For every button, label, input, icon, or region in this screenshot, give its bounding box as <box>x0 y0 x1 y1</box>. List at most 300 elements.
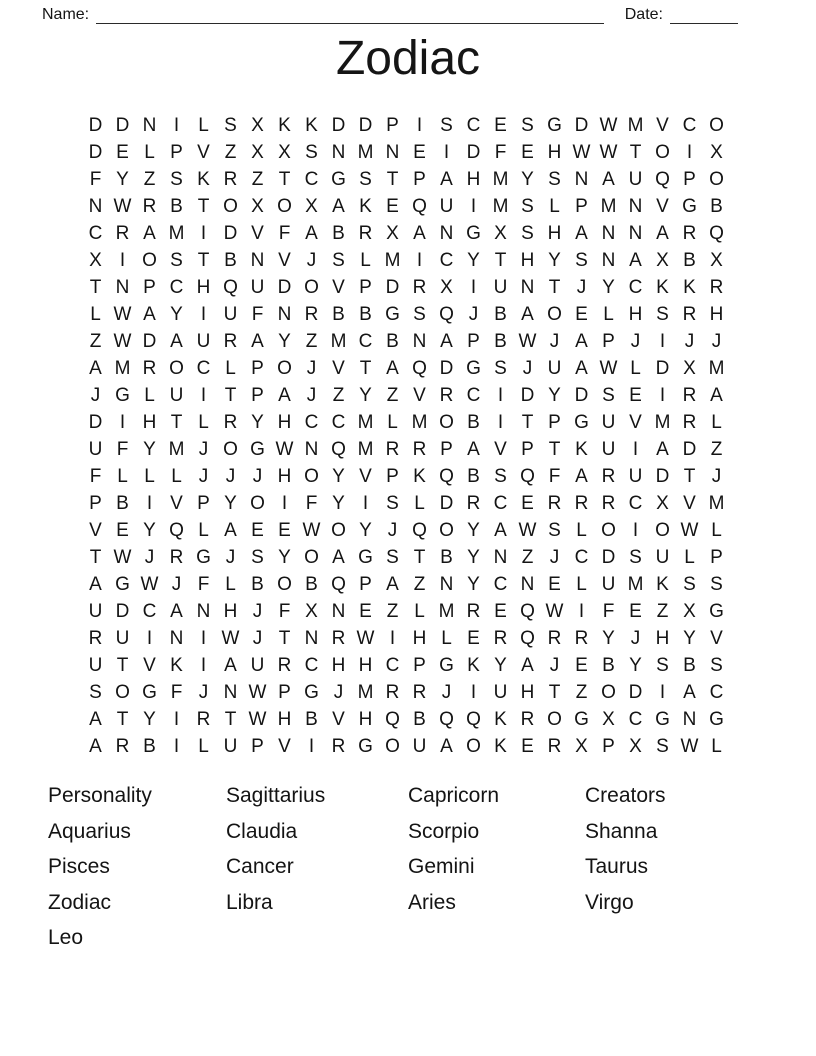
grid-cell: E <box>575 303 588 325</box>
grid-cell: N <box>196 600 211 622</box>
grid-cell: T <box>521 411 534 433</box>
grid-cell: I <box>470 276 477 298</box>
grid-cell: E <box>494 114 507 136</box>
grid-cell: J <box>630 627 641 649</box>
grid-cell: A <box>224 654 237 676</box>
grid-cell: A <box>386 357 399 379</box>
grid-cell: P <box>251 357 264 379</box>
grid-cell: R <box>466 492 481 514</box>
grid-cell: Z <box>575 681 588 703</box>
grid-cell: D <box>277 276 292 298</box>
grid-cell: W <box>572 141 591 163</box>
grid-cell: V <box>89 519 102 541</box>
grid-cell: A <box>332 546 345 568</box>
grid-cell: T <box>89 276 102 298</box>
grid-cell: O <box>250 492 265 514</box>
grid-cell: H <box>709 303 724 325</box>
grid-cell: E <box>278 519 291 541</box>
grid-cell: P <box>89 492 102 514</box>
word-item: Zodiac <box>48 890 112 914</box>
grid-cell: G <box>304 681 319 703</box>
word-column <box>48 778 226 956</box>
grid-cell: Y <box>467 519 480 541</box>
grid-cell: O <box>277 573 292 595</box>
word-item: Gemini <box>408 855 475 879</box>
grid-cell: V <box>332 276 345 298</box>
grid-cell: A <box>386 573 399 595</box>
grid-cell: F <box>278 600 291 622</box>
grid-cell: Q <box>223 276 238 298</box>
grid-cell: U <box>628 465 643 487</box>
grid-cell: A <box>170 330 183 352</box>
grid-cell: I <box>119 249 126 271</box>
grid-cell: L <box>414 600 425 622</box>
header <box>42 6 738 24</box>
grid-cell: O <box>709 168 724 190</box>
grid-cell: B <box>170 195 183 217</box>
grid-cell: H <box>655 627 670 649</box>
grid-cell: G <box>250 438 265 460</box>
grid-cell: R <box>547 735 562 757</box>
letter-grid <box>82 112 730 760</box>
grid-cell: S <box>440 114 453 136</box>
grid-cell: F <box>251 303 264 325</box>
grid-cell: C <box>196 357 211 379</box>
date-blank-line <box>670 8 738 24</box>
grid-cell: A <box>440 168 453 190</box>
grid-cell: N <box>574 168 589 190</box>
name-blank-line <box>96 8 604 24</box>
grid-cell: L <box>117 465 128 487</box>
grid-cell: B <box>494 330 507 352</box>
grid-cell: L <box>144 384 155 406</box>
grid-cell: R <box>547 492 562 514</box>
grid-cell: M <box>330 330 347 352</box>
grid-cell: Y <box>602 627 615 649</box>
grid-cell: I <box>389 627 396 649</box>
grid-cell: O <box>547 303 562 325</box>
grid-cell: Q <box>385 708 400 730</box>
grid-cell: D <box>115 114 130 136</box>
grid-cell: Q <box>520 600 535 622</box>
grid-cell: F <box>89 465 102 487</box>
grid-cell: U <box>547 357 562 379</box>
grid-cell: G <box>466 222 481 244</box>
grid-cell: A <box>575 330 588 352</box>
grid-cell: G <box>142 681 157 703</box>
grid-cell: H <box>412 627 427 649</box>
grid-cell: W <box>599 114 618 136</box>
grid-cell: N <box>520 276 535 298</box>
grid-cell: Y <box>494 654 507 676</box>
grid-cell: K <box>494 735 507 757</box>
grid-cell: G <box>115 384 130 406</box>
grid-cell: I <box>173 708 180 730</box>
grid-cell: P <box>602 330 615 352</box>
grid-cell: D <box>628 681 643 703</box>
grid-cell: N <box>628 195 643 217</box>
grid-cell: B <box>683 249 696 271</box>
grid-cell: T <box>89 546 102 568</box>
grid-cell: D <box>655 357 670 379</box>
grid-cell: R <box>196 708 211 730</box>
grid-cell: J <box>522 357 533 379</box>
grid-cell: J <box>144 546 155 568</box>
grid-cell: D <box>574 114 589 136</box>
grid-cell: Y <box>683 627 696 649</box>
grid-cell: Z <box>332 384 345 406</box>
grid-cell: R <box>169 546 184 568</box>
grid-cell: R <box>574 492 589 514</box>
grid-cell: M <box>492 195 509 217</box>
grid-cell: T <box>548 438 561 460</box>
grid-cell: H <box>520 249 535 271</box>
grid-cell: K <box>683 276 696 298</box>
grid-cell: S <box>359 168 372 190</box>
word-list <box>48 778 796 956</box>
grid-cell: B <box>224 249 237 271</box>
word-item: Virgo <box>585 890 634 914</box>
grid-cell: L <box>711 735 722 757</box>
grid-cell: S <box>332 249 345 271</box>
word-item: Personality <box>48 784 152 807</box>
grid-cell: W <box>248 681 267 703</box>
grid-cell: U <box>223 735 238 757</box>
grid-cell: A <box>440 330 453 352</box>
grid-cell: J <box>306 249 317 271</box>
grid-cell: L <box>684 546 695 568</box>
grid-cell: G <box>385 303 400 325</box>
grid-cell: C <box>493 573 508 595</box>
grid-cell: U <box>169 384 184 406</box>
grid-cell: H <box>277 411 292 433</box>
grid-cell: B <box>305 708 318 730</box>
grid-cell: P <box>575 195 588 217</box>
grid-cell: M <box>708 357 725 379</box>
grid-cell: I <box>200 303 207 325</box>
grid-cell: O <box>655 519 670 541</box>
grid-cell: L <box>711 411 722 433</box>
grid-cell: Y <box>629 654 642 676</box>
grid-cell: Z <box>386 384 399 406</box>
grid-cell: U <box>223 303 238 325</box>
grid-cell: F <box>170 681 183 703</box>
grid-cell: O <box>223 195 238 217</box>
grid-cell: O <box>304 276 319 298</box>
grid-cell: C <box>88 222 103 244</box>
grid-cell: O <box>439 411 454 433</box>
grid-cell: Y <box>602 276 615 298</box>
grid-cell: E <box>251 519 264 541</box>
grid-cell: P <box>251 384 264 406</box>
grid-cell: N <box>628 222 643 244</box>
grid-cell: J <box>387 519 398 541</box>
grid-cell: R <box>88 627 103 649</box>
grid-cell: L <box>144 465 155 487</box>
grid-cell: R <box>223 330 238 352</box>
grid-cell: T <box>548 681 561 703</box>
grid-cell: W <box>113 195 132 217</box>
grid-cell: A <box>683 681 696 703</box>
grid-cell: W <box>680 519 699 541</box>
grid-cell: Z <box>521 546 534 568</box>
grid-cell: L <box>414 492 425 514</box>
grid-cell: V <box>170 492 183 514</box>
grid-cell: P <box>683 168 696 190</box>
grid-cell: S <box>575 249 588 271</box>
grid-cell: K <box>575 438 588 460</box>
grid-cell: X <box>710 141 723 163</box>
grid-cell: K <box>413 465 426 487</box>
grid-cell: R <box>358 222 373 244</box>
grid-cell: N <box>304 438 319 460</box>
grid-cell: L <box>576 573 587 595</box>
grid-cell: N <box>142 114 157 136</box>
grid-cell: N <box>223 681 238 703</box>
grid-cell: W <box>599 141 618 163</box>
grid-cell: R <box>682 384 697 406</box>
grid-cell: M <box>492 168 509 190</box>
grid-cell: S <box>89 681 102 703</box>
grid-cell: Q <box>520 465 535 487</box>
grid-cell: Q <box>466 708 481 730</box>
grid-cell: O <box>547 708 562 730</box>
grid-cell: I <box>578 600 585 622</box>
grid-cell: Y <box>116 168 129 190</box>
grid-cell: R <box>682 303 697 325</box>
word-item: Taurus <box>585 855 649 879</box>
grid-cell: Z <box>224 141 237 163</box>
grid-cell: D <box>385 276 400 298</box>
grid-cell: G <box>196 546 211 568</box>
grid-cell: P <box>521 438 534 460</box>
grid-cell: W <box>221 627 240 649</box>
grid-cell: V <box>710 627 723 649</box>
grid-cell: M <box>357 141 374 163</box>
grid-cell: L <box>144 141 155 163</box>
grid-cell: H <box>331 654 346 676</box>
grid-cell: L <box>576 519 587 541</box>
grid-cell: D <box>223 222 238 244</box>
grid-cell: A <box>575 357 588 379</box>
grid-cell: U <box>88 600 103 622</box>
grid-cell: Y <box>359 519 372 541</box>
grid-cell: P <box>251 735 264 757</box>
grid-cell: Y <box>548 384 561 406</box>
grid-cell: E <box>521 735 534 757</box>
grid-cell: D <box>142 330 157 352</box>
grid-cell: I <box>200 654 207 676</box>
grid-cell: J <box>549 654 560 676</box>
grid-cell: O <box>439 519 454 541</box>
grid-cell: P <box>197 492 210 514</box>
grid-cell: A <box>251 330 264 352</box>
grid-cell: C <box>385 654 400 676</box>
page-title: Zodiac <box>335 32 481 85</box>
grid-cell: O <box>142 249 157 271</box>
grid-cell: J <box>90 384 101 406</box>
grid-cell: W <box>113 546 132 568</box>
grid-cell: C <box>466 384 481 406</box>
grid-cell: B <box>683 654 696 676</box>
grid-cell: O <box>601 519 616 541</box>
grid-cell: M <box>708 492 725 514</box>
grid-cell: A <box>467 438 480 460</box>
grid-cell: U <box>115 627 130 649</box>
grid-cell: M <box>438 600 455 622</box>
grid-cell: A <box>521 303 534 325</box>
grid-cell: I <box>470 681 477 703</box>
grid-cell: A <box>89 357 102 379</box>
grid-cell: O <box>304 546 319 568</box>
grid-cell: U <box>196 330 211 352</box>
grid-cell: A <box>602 168 615 190</box>
grid-cell: P <box>143 276 156 298</box>
grid-cell: W <box>275 438 294 460</box>
word-item: Scorpio <box>408 819 480 843</box>
grid-cell: R <box>574 627 589 649</box>
grid-cell: D <box>439 492 454 514</box>
grid-cell: H <box>547 141 562 163</box>
grid-cell: H <box>277 465 292 487</box>
grid-cell: O <box>115 681 130 703</box>
grid-cell: W <box>302 519 321 541</box>
grid-cell: X <box>629 735 642 757</box>
grid-cell: L <box>441 627 452 649</box>
grid-cell: O <box>466 735 481 757</box>
grid-cell: B <box>116 492 129 514</box>
grid-cell: P <box>602 735 615 757</box>
grid-cell: N <box>601 222 616 244</box>
grid-cell: E <box>116 519 129 541</box>
grid-cell: I <box>308 735 315 757</box>
grid-cell: Y <box>521 168 534 190</box>
word-item: Sagittarius <box>226 784 326 807</box>
grid-cell: D <box>574 384 589 406</box>
grid-cell: N <box>250 249 265 271</box>
grid-cell: X <box>305 600 318 622</box>
grid-cell: P <box>386 465 399 487</box>
grid-cell: G <box>709 600 724 622</box>
grid-cell: T <box>197 195 210 217</box>
grid-cell: S <box>494 357 507 379</box>
grid-cell: U <box>493 276 508 298</box>
grid-cell: E <box>494 600 507 622</box>
grid-cell: J <box>252 627 263 649</box>
grid-cell: Y <box>278 330 291 352</box>
grid-cell: A <box>305 222 318 244</box>
grid-cell: N <box>682 708 697 730</box>
grid-cell: C <box>682 114 697 136</box>
grid-cell: B <box>467 411 480 433</box>
word-item: Creators <box>585 784 666 807</box>
grid-cell: D <box>115 600 130 622</box>
grid-cell: N <box>115 276 130 298</box>
grid-cell: P <box>440 438 453 460</box>
grid-cell: T <box>683 465 696 487</box>
grid-cell: I <box>362 492 369 514</box>
grid-cell: S <box>251 546 264 568</box>
grid-cell: I <box>200 222 207 244</box>
grid-cell: O <box>304 465 319 487</box>
grid-cell: T <box>278 168 291 190</box>
grid-cell: D <box>88 141 103 163</box>
grid-cell: K <box>359 195 372 217</box>
grid-cell: D <box>358 114 373 136</box>
grid-cell: Z <box>710 438 723 460</box>
grid-cell: N <box>304 627 319 649</box>
grid-cell: T <box>116 708 129 730</box>
grid-cell: M <box>357 681 374 703</box>
grid-cell: Y <box>143 708 156 730</box>
grid-cell: Q <box>520 627 535 649</box>
grid-cell: X <box>494 222 507 244</box>
grid-cell: D <box>520 384 535 406</box>
grid-cell: T <box>359 357 372 379</box>
grid-cell: G <box>574 708 589 730</box>
grid-cell: J <box>198 465 209 487</box>
grid-cell: O <box>655 141 670 163</box>
grid-cell: J <box>468 303 479 325</box>
grid-cell: P <box>710 546 723 568</box>
grid-cell: C <box>142 600 157 622</box>
grid-cell: L <box>198 735 209 757</box>
grid-cell: V <box>251 222 264 244</box>
grid-cell: U <box>493 681 508 703</box>
grid-cell: K <box>656 276 669 298</box>
grid-cell: U <box>250 276 265 298</box>
grid-cell: S <box>548 519 561 541</box>
grid-cell: E <box>521 141 534 163</box>
grid-cell: L <box>549 195 560 217</box>
grid-cell: S <box>710 654 723 676</box>
grid-cell: M <box>357 438 374 460</box>
grid-cell: R <box>466 600 481 622</box>
grid-cell: Q <box>412 195 427 217</box>
grid-cell: D <box>682 438 697 460</box>
grid-cell: B <box>494 303 507 325</box>
grid-cell: I <box>470 195 477 217</box>
grid-cell: R <box>412 438 427 460</box>
grid-cell: S <box>602 384 615 406</box>
grid-cell: Z <box>656 600 669 622</box>
grid-cell: C <box>493 492 508 514</box>
grid-cell: A <box>440 735 453 757</box>
grid-cell: T <box>386 168 399 190</box>
grid-cell: N <box>277 303 292 325</box>
grid-cell: R <box>385 681 400 703</box>
grid-cell: D <box>88 411 103 433</box>
grid-cell: O <box>169 357 184 379</box>
grid-cell: X <box>683 600 696 622</box>
grid-cell: Q <box>331 573 346 595</box>
grid-cell: H <box>466 168 481 190</box>
grid-cell: E <box>575 654 588 676</box>
grid-cell: Q <box>439 465 454 487</box>
grid-cell: B <box>602 654 615 676</box>
grid-cell: T <box>224 384 237 406</box>
grid-cell: T <box>170 411 183 433</box>
grid-cell: Q <box>439 303 454 325</box>
grid-cell: F <box>116 438 129 460</box>
grid-cell: B <box>386 330 399 352</box>
grid-cell: S <box>521 195 534 217</box>
word-item: Libra <box>226 890 273 914</box>
grid-cell: X <box>656 492 669 514</box>
grid-cell: X <box>710 249 723 271</box>
grid-cell: W <box>680 735 699 757</box>
grid-cell: W <box>248 708 267 730</box>
